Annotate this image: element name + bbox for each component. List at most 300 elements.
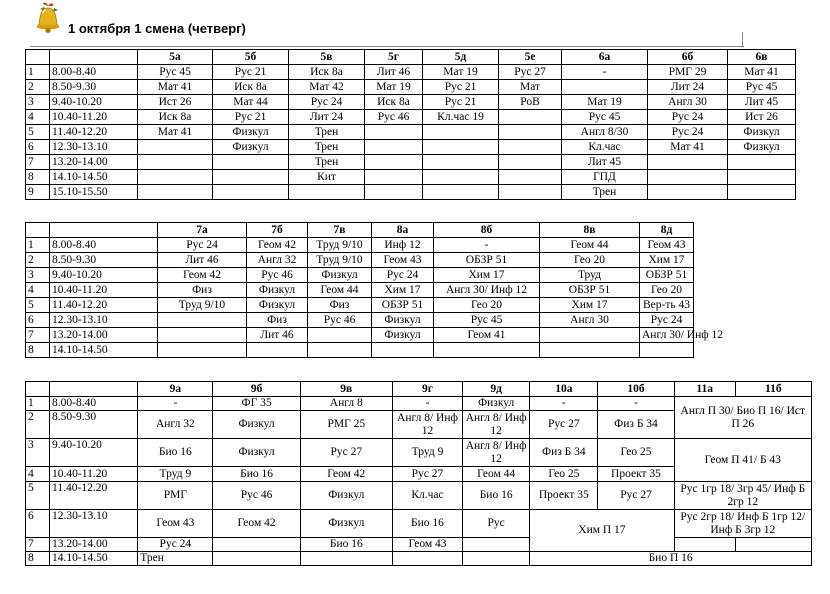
lesson-cell: Геом 43 [138,510,213,538]
lesson-cell: Рус 24 [289,95,365,110]
lesson-number: 8 [26,170,50,185]
lesson-cell: Проект 35 [530,482,598,510]
lesson-cell: Геом 42 [158,268,247,283]
lesson-cell: Труд 9/10 [308,253,372,268]
lesson-number: 1 [26,238,50,253]
lesson-cell [463,538,530,552]
table-row [26,95,796,110]
lesson-cell: Инф 12 [372,238,434,253]
lesson-cell: Физ Б 34 [530,439,598,467]
lesson-cell: Гео 20 [434,298,540,313]
class-header: 11б [735,382,811,397]
table-row [26,268,694,283]
lesson-cell: РМГ 29 [648,65,728,80]
lesson-cell [640,343,694,358]
lesson-cell: РМГ 25 [300,411,392,439]
table-row [26,283,694,298]
lesson-cell: Англ 8 [300,397,392,411]
school-bell-icon [34,2,62,34]
header-vertical-tick [742,32,743,46]
lesson-cell [308,328,372,343]
header-cell [26,50,50,65]
lesson-cell: Лит 24 [289,110,365,125]
lesson-cell: Труд [540,268,640,283]
lesson-cell: Физкул [372,328,434,343]
class-header: 6б [648,50,728,65]
lesson-cell: Англ 8/ Инф 12 [392,411,462,439]
lesson-cell: Рус 24 [640,313,694,328]
lesson-cell: - [598,397,674,411]
lesson-number: 3 [26,439,50,467]
lesson-cell: Иск 8а [289,65,365,80]
class-header: 5а [138,50,213,65]
schedule-table-grades-7-8 [25,222,724,358]
header-underline [30,46,744,47]
lesson-cell: Рус 45 [138,65,213,80]
lesson-cell: Геом 43 [392,538,462,552]
lesson-cell [499,185,562,200]
lesson-cell: Англ 8/30 [562,125,648,140]
lesson-cell: Геом 44 [463,467,530,482]
class-header: 10а [530,382,598,397]
lesson-cell: Рус 21 [213,110,289,125]
lesson-time: 9.40-10.20 [50,268,158,283]
table-row [26,552,812,566]
lesson-cell: Лит 24 [648,80,728,95]
table-row [26,65,796,80]
lesson-cell: Мат 19 [562,95,648,110]
lesson-number: 5 [26,125,50,140]
lesson-cell: Трен [562,185,648,200]
lesson-cell: ФГ 35 [213,397,300,411]
class-header: 6в [728,50,796,65]
lesson-cell-merged: Рус 1гр 18/ 3гр 45/ Инф Б 2гр 12 [674,482,811,510]
lesson-time: 15.10-15.50 [50,185,138,200]
class-header: 8б [434,223,540,238]
class-header: 11а [674,382,735,397]
schedule-table-grades-9-11 [25,381,812,566]
lesson-cell: - [138,397,213,411]
lesson-number: 6 [26,510,50,538]
lesson-number: 4 [26,467,50,482]
lesson-cell: Кит [289,170,365,185]
lesson-cell [365,170,423,185]
lesson-time: 8.00-8.40 [50,65,138,80]
lesson-cell [308,343,372,358]
lesson-cell: Рус 46 [247,268,308,283]
lesson-cell: Геом 43 [640,238,694,253]
class-header: 10б [598,382,674,397]
lesson-cell [138,185,213,200]
table-row [26,538,812,552]
lesson-cell: Геом 42 [213,510,300,538]
lesson-cell [372,343,434,358]
lesson-cell: Физкул [213,125,289,140]
table-row [26,238,694,253]
table-row [26,482,812,510]
table-row [26,253,694,268]
class-header: 9д [463,382,530,397]
lesson-cell: Иск 8а [365,95,423,110]
table-row [26,397,812,411]
lesson-cell: Рус 21 [423,95,499,110]
lesson-cell: Труд 9 [392,439,462,467]
lesson-cell: Гео 20 [640,283,694,298]
lesson-cell: Мат 19 [423,65,499,80]
lesson-time: 8.00-8.40 [50,238,158,253]
lesson-cell: Био 16 [138,439,213,467]
lesson-cell-merged: Англ П 30/ Био П 16/ Ист П 26 [674,397,811,439]
lesson-number: 2 [26,411,50,439]
lesson-cell [540,328,640,343]
lesson-cell: Проект 35 [598,467,674,482]
lesson-cell [735,538,811,552]
class-header: 8а [372,223,434,238]
lesson-cell: Хим 17 [372,283,434,298]
lesson-cell: Трен [289,140,365,155]
lesson-cell [463,552,530,566]
class-header: 6а [562,50,648,65]
lesson-time: 10.40-11.20 [50,110,138,125]
lesson-cell: Рус 27 [392,467,462,482]
lesson-cell: Кл.час 19 [423,110,499,125]
header-cell [50,223,158,238]
lesson-cell: Англ 30/ Инф 12 [640,328,694,343]
lesson-cell: Лит 45 [562,155,648,170]
lesson-cell: Мат 41 [728,65,796,80]
lesson-cell: Физ [158,283,247,298]
class-header: 9б [213,382,300,397]
lesson-cell: Трен [289,125,365,140]
lesson-cell: Хим 17 [640,253,694,268]
lesson-number: 5 [26,482,50,510]
lesson-cell: Рус 46 [365,110,423,125]
lesson-cell: Иск 8а [213,80,289,95]
lesson-cell: Геом 44 [540,238,640,253]
lesson-cell: Мат 41 [648,140,728,155]
lesson-time: 11.40-12.20 [50,125,138,140]
lesson-cell: Физкул [247,283,308,298]
lesson-cell-merged: Био П 16 [530,552,812,566]
lesson-time: 10.40-11.20 [50,467,138,482]
class-header: 5е [499,50,562,65]
lesson-number: 8 [26,552,50,566]
lesson-cell: Геом 42 [247,238,308,253]
lesson-cell: Мат 42 [289,80,365,95]
lesson-cell: Мат 44 [213,95,289,110]
table-row [26,110,796,125]
lesson-cell: Хим 17 [434,268,540,283]
lesson-cell: Рус 45 [562,110,648,125]
lesson-cell: Физкул [728,140,796,155]
lesson-number: 4 [26,283,50,298]
lesson-time: 14.10-14.50 [50,343,158,358]
lesson-cell: Рус 27 [530,411,598,439]
lesson-cell [213,155,289,170]
lesson-cell: Физ Б 34 [598,411,674,439]
lesson-cell: РМГ [138,482,213,510]
lesson-cell: Ист 26 [138,95,213,110]
lesson-cell [213,552,300,566]
lesson-cell [499,110,562,125]
class-header: 7б [247,223,308,238]
table-row [26,343,694,358]
lesson-cell: Геом 41 [434,328,540,343]
lesson-cell: Рус 21 [213,65,289,80]
header-cell [26,382,50,397]
lesson-cell [213,185,289,200]
lesson-cell [158,343,247,358]
lesson-cell: Геом 44 [308,283,372,298]
lesson-number: 2 [26,80,50,95]
table-row [26,170,796,185]
lesson-cell: Физкул [300,510,392,538]
class-header: 8в [540,223,640,238]
lesson-cell: Рус [463,510,530,538]
lesson-cell: Физкул [463,397,530,411]
lesson-cell: Гео 20 [540,253,640,268]
lesson-cell: ОБЗР 51 [640,268,694,283]
class-header: 5г [365,50,423,65]
lesson-cell [423,170,499,185]
lesson-cell [423,140,499,155]
table-header-row [26,50,796,65]
lesson-cell [562,80,648,95]
lesson-time: 11.40-12.20 [50,482,138,510]
lesson-number: 6 [26,313,50,328]
table-row [26,185,796,200]
lesson-cell: Физкул [213,411,300,439]
class-header: 5в [289,50,365,65]
lesson-cell: Рус 27 [598,482,674,510]
lesson-cell: Англ 30/ Инф 12 [434,283,540,298]
class-header: 7в [308,223,372,238]
lesson-cell: РоВ [499,95,562,110]
lesson-cell [648,185,728,200]
table-row [26,125,796,140]
lesson-cell: Рус 24 [648,110,728,125]
table-row [26,313,694,328]
table-row [26,328,694,343]
lesson-cell: Мат 41 [138,80,213,95]
lesson-cell: Физкул [308,268,372,283]
lesson-cell [423,125,499,140]
class-header: 9а [138,382,213,397]
class-header: 5б [213,50,289,65]
lesson-cell [365,185,423,200]
lesson-number: 9 [26,185,50,200]
lesson-cell: Физкул [213,140,289,155]
lesson-cell-merged: Рус 2гр 18/ Инф Б 1гр 12/ Инф Б 3гр 12 [674,510,811,538]
lesson-cell [674,538,735,552]
lesson-cell: ГПД [562,170,648,185]
lesson-cell [499,140,562,155]
lesson-cell: Рус 46 [213,482,300,510]
lesson-cell [138,170,213,185]
lesson-cell: Физкул [213,439,300,467]
lesson-number: 3 [26,268,50,283]
lesson-cell: Био 16 [392,510,462,538]
lesson-cell: Био 16 [300,538,392,552]
lesson-cell [434,343,540,358]
lesson-cell [423,155,499,170]
lesson-time: 10.40-11.20 [50,283,158,298]
lesson-cell [499,125,562,140]
lesson-cell [499,170,562,185]
lesson-cell [138,140,213,155]
lesson-time: 12.30-13.10 [50,510,138,538]
lesson-cell: Геом 42 [300,467,392,482]
lesson-cell: Физкул [300,482,392,510]
lesson-cell: Рус 27 [499,65,562,80]
lesson-cell: ОБЗР 51 [434,253,540,268]
lesson-cell: Трен [289,155,365,170]
table-row [26,140,796,155]
table-header-row [26,223,694,238]
lesson-cell [247,343,308,358]
lesson-cell: Иск 8а [138,110,213,125]
lesson-cell: Вер-ть 43 [640,298,694,313]
lesson-cell: Трен [138,552,213,566]
lesson-cell [158,313,247,328]
lesson-number: 2 [26,253,50,268]
lesson-cell: Рус 45 [728,80,796,95]
lesson-number: 6 [26,140,50,155]
lesson-cell-merged: Геом П 41/ Б 43 [674,439,811,482]
lesson-cell: - [392,397,462,411]
lesson-cell: ОБЗР 51 [540,283,640,298]
lesson-time: 13.20-14.00 [50,538,138,552]
lesson-cell [158,328,247,343]
lesson-cell [213,538,300,552]
table-row [26,439,812,467]
lesson-time: 12.30-13.10 [50,313,158,328]
lesson-time: 13.20-14.00 [50,155,138,170]
lesson-time: 8.50-9.30 [50,411,138,439]
lesson-cell [648,170,728,185]
lesson-cell [728,185,796,200]
lesson-cell [499,155,562,170]
lesson-cell: Рус 21 [423,80,499,95]
lesson-cell [540,343,640,358]
lesson-cell: Физкул [247,298,308,313]
table-row [26,298,694,313]
lesson-cell [365,155,423,170]
lesson-cell: Кл.час [392,482,462,510]
lesson-time: 8.50-9.30 [50,253,158,268]
lesson-cell: Геом 43 [372,253,434,268]
lesson-cell: Мат 41 [138,125,213,140]
lesson-number: 8 [26,343,50,358]
lesson-cell: Физкул [728,125,796,140]
lesson-number: 3 [26,95,50,110]
header-cell [50,50,138,65]
lesson-cell [648,155,728,170]
class-header: 5д [423,50,499,65]
lesson-cell: - [530,397,598,411]
lesson-cell: Физкул [372,313,434,328]
lesson-cell: Ист 26 [728,110,796,125]
lesson-cell: Рус 24 [372,268,434,283]
lesson-cell [392,552,462,566]
lesson-cell: Рус 45 [434,313,540,328]
table-row [26,510,812,538]
lesson-time: 9.40-10.20 [50,439,138,467]
lesson-cell: Англ 8/ Инф 12 [463,411,530,439]
lesson-time: 14.10-14.50 [50,552,138,566]
lesson-time: 8.00-8.40 [50,397,138,411]
table-row [26,80,796,95]
lesson-cell: Физ [308,298,372,313]
lesson-time: 9.40-10.20 [50,95,138,110]
header-cell [26,223,50,238]
lesson-cell: Гео 25 [598,439,674,467]
lesson-cell [289,185,365,200]
class-header: 8д [640,223,694,238]
lesson-cell: Лит 46 [247,328,308,343]
lesson-cell: Био 16 [213,467,300,482]
lesson-cell: ОБЗР 51 [372,298,434,313]
lesson-time: 8.50-9.30 [50,80,138,95]
lesson-cell: Англ 32 [138,411,213,439]
lesson-cell: Лит 45 [728,95,796,110]
lesson-cell: Мат 19 [365,80,423,95]
lesson-cell [728,155,796,170]
lesson-cell: Рус 24 [158,238,247,253]
lesson-cell: Труд 9/10 [308,238,372,253]
lesson-cell-merged: Хим П 17 [530,510,674,552]
lesson-cell: Труд 9 [138,467,213,482]
page-header [30,2,750,42]
lesson-number: 7 [26,155,50,170]
lesson-cell [423,185,499,200]
lesson-cell [300,552,392,566]
lesson-number: 1 [26,65,50,80]
lesson-cell [365,125,423,140]
lesson-cell: Лит 46 [158,253,247,268]
table-row [26,155,796,170]
lesson-cell: Кл.час [562,140,648,155]
lesson-time: 14.10-14.50 [50,170,138,185]
lesson-number: 5 [26,298,50,313]
lesson-cell: - [562,65,648,80]
class-header: 7а [158,223,247,238]
lesson-cell: Хим 17 [540,298,640,313]
page-title: 1 октября 1 смена (четверг) [68,21,246,36]
lesson-cell [365,140,423,155]
lesson-time: 13.20-14.00 [50,328,158,343]
table-header-row [26,382,812,397]
lesson-number: 7 [26,538,50,552]
lesson-cell: Англ 30 [540,313,640,328]
lesson-number: 7 [26,328,50,343]
lesson-cell [213,170,289,185]
header-cell [50,382,138,397]
lesson-cell: Физ [247,313,308,328]
lesson-time: 12.30-13.10 [50,140,138,155]
lesson-cell [728,170,796,185]
lesson-cell: Англ 8/ Инф 12 [463,439,530,467]
class-header: 9г [392,382,462,397]
lesson-cell: Рус 24 [648,125,728,140]
lesson-cell: Англ 32 [247,253,308,268]
schedule-table-grades-5-6 [25,49,796,200]
lesson-cell: - [434,238,540,253]
lesson-cell: Рус 27 [300,439,392,467]
class-header: 9в [300,382,392,397]
lesson-cell: Гео 25 [530,467,598,482]
lesson-number: 4 [26,110,50,125]
